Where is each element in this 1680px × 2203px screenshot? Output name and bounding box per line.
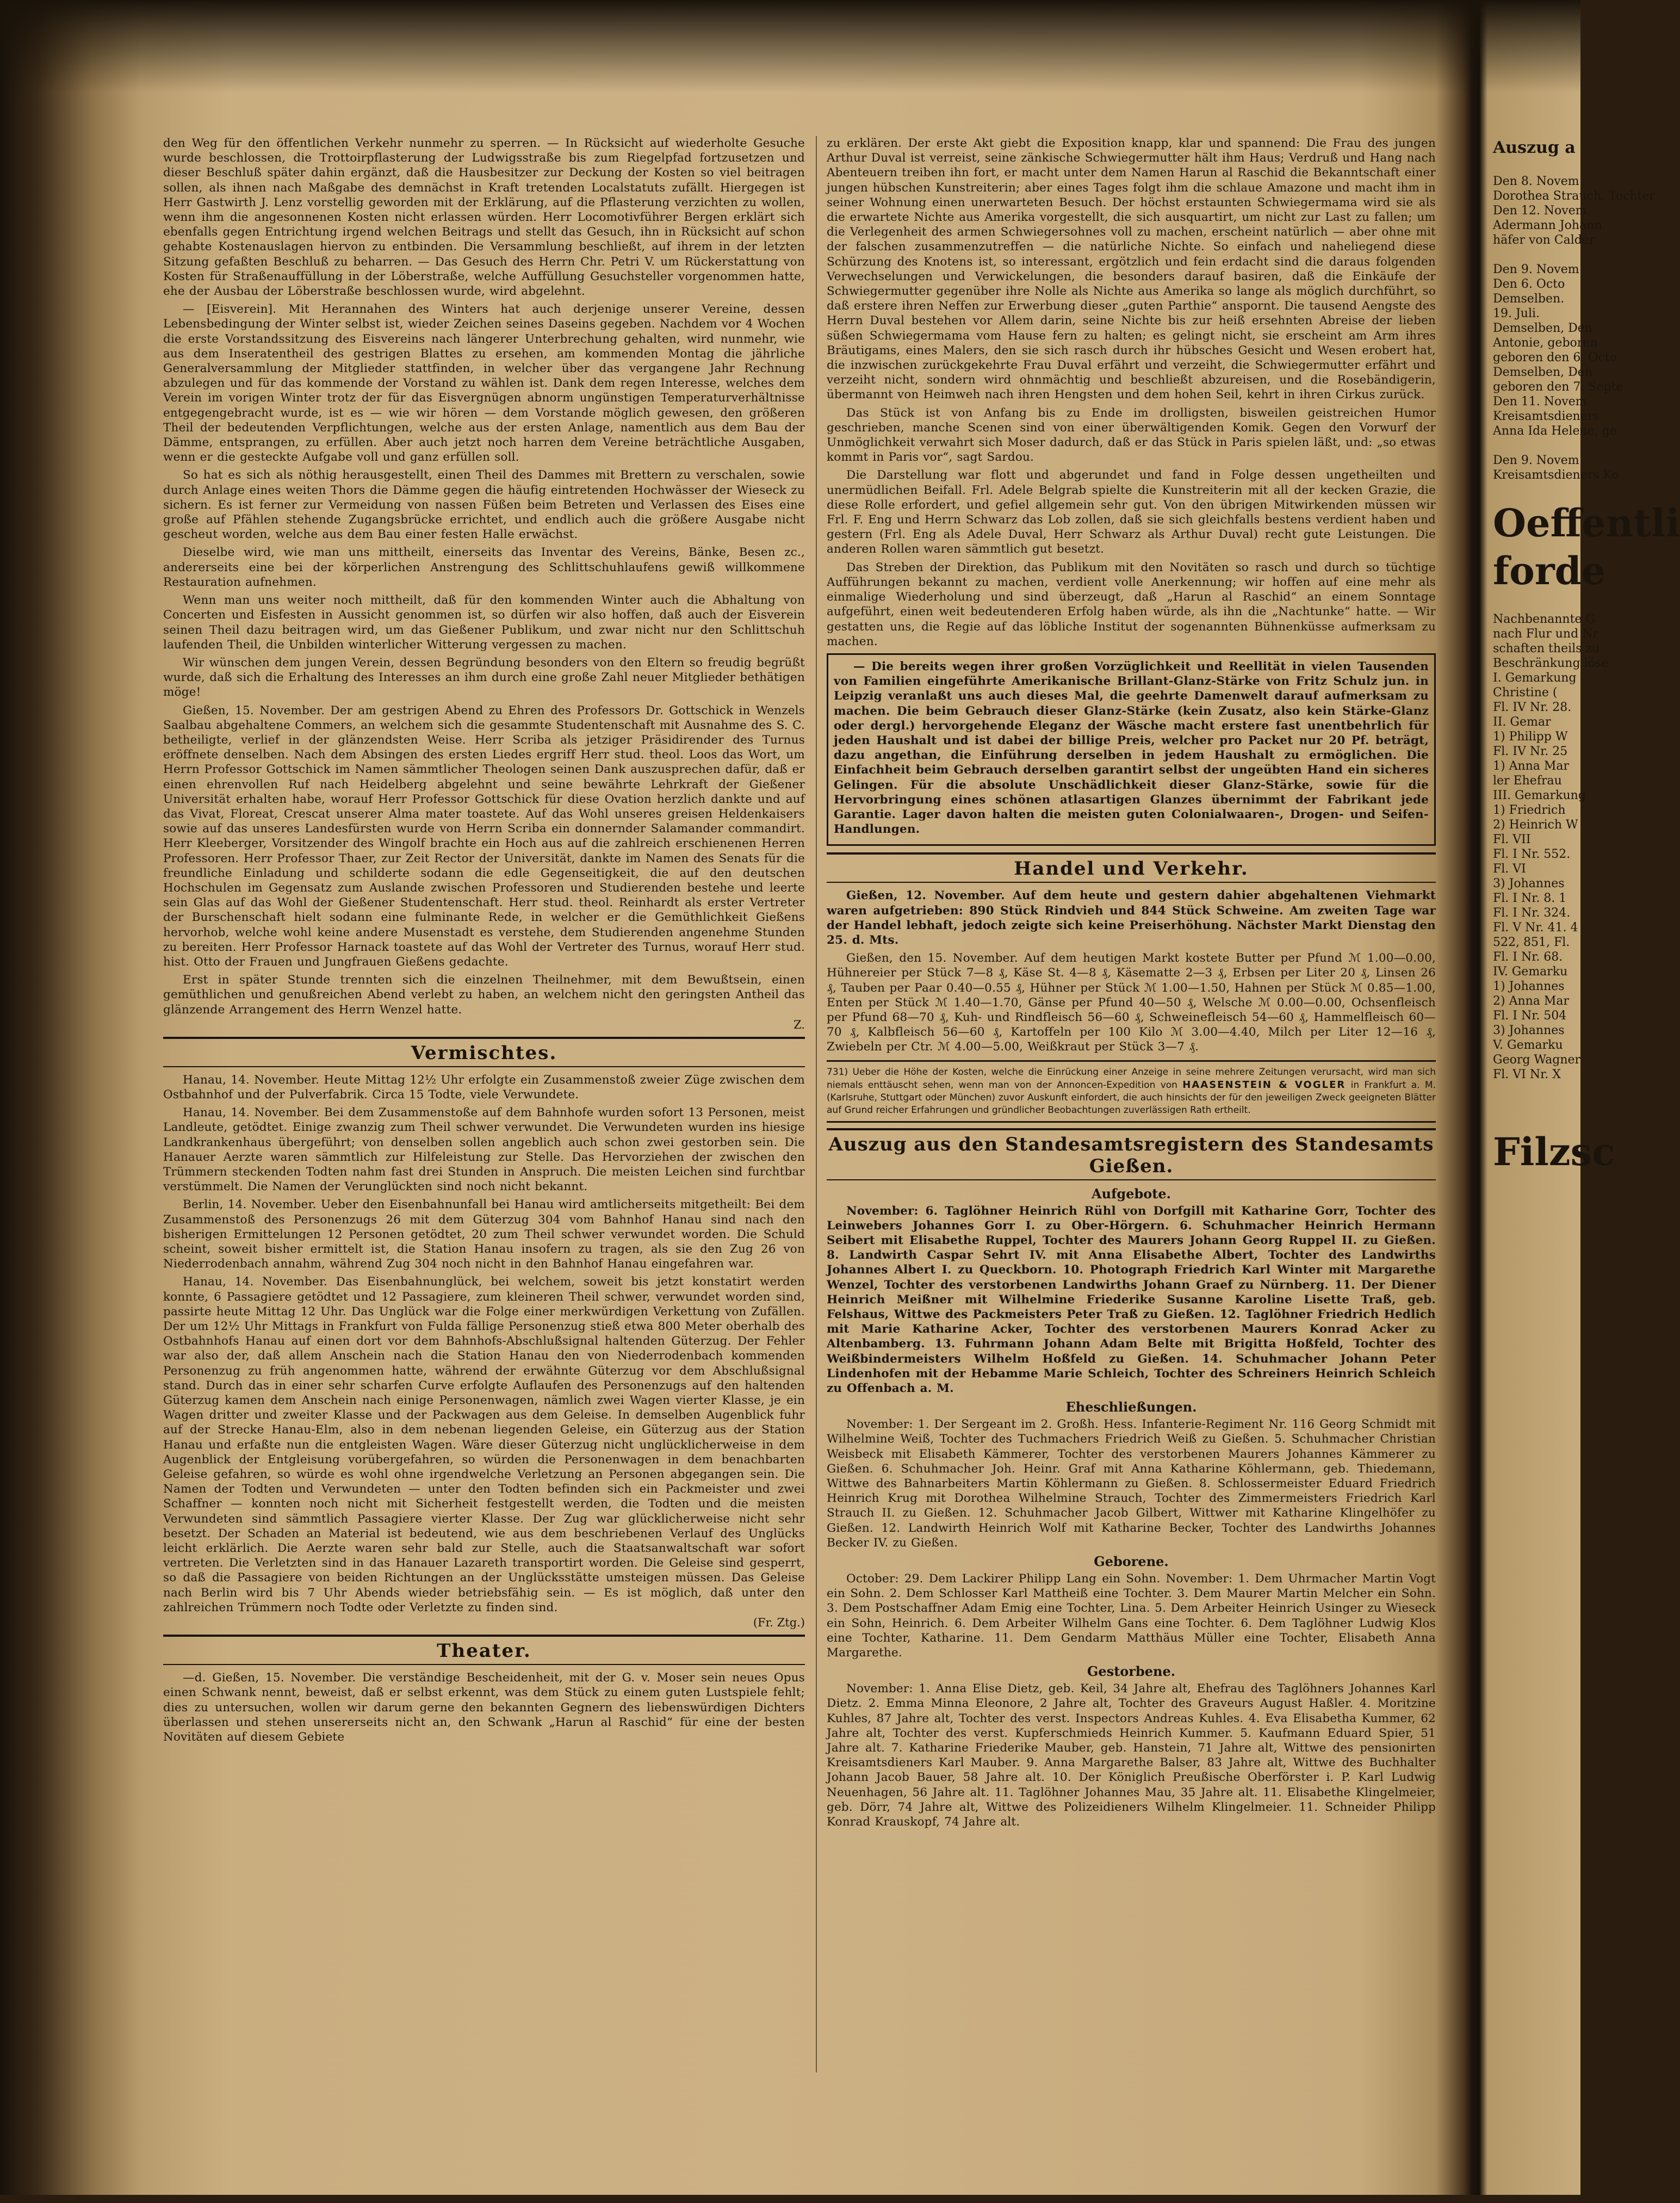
adjacent-line: Adermann Johann xyxy=(1493,219,1602,232)
adjacent-line: Dorothea Strauch, Tochter xyxy=(1493,189,1656,203)
theater-review-p2: Das Stück ist von Anfang bis zu Ende im drolligsten, bisweilen geistreichen Humor geschrieben, manche Scenen sind von einer überwältigenden Komik. Gegen den Vorwurf der Unmöglichkeit verwahrt sich Moser dadurch, daß er das Stück in Paris spielen läßt, und: „so etwas kommt in Paris vor“, sagt Sardou. xyxy=(827,406,1436,465)
adjacent-line xyxy=(1493,1111,1585,1126)
adjacent-line: Fl. I Nr. 504 xyxy=(1493,1009,1567,1023)
adjacent-line: Fl. VII xyxy=(1493,833,1531,846)
subheading-geborene: Geborene. xyxy=(1094,1554,1169,1570)
article-eisverein-intro: — [Eisverein]. Mit Herannahen des Winters hat auch derjenige unserer Vereine, dessen Lebensbedingung der Winter selbst ist, wieder Zeichen seines Daseins gegeben. Nachdem vor 4 Wochen die erste Vorstandssitzung des Eisvereins nach längerer Unterbrechung gehalten, wird nunmehr, wie aus dem Inseratentheil des gestrigen Blattes zu ersehen, am kommenden Montag die jährliche Generalversammlung der Mitglieder stattfinden, in welcher über das vergangene Jahr Rechnung abzulegen und für das kommende der Vorstand zu wählen ist. Dank dem regen Interesse, welches dem Verein im vorigen Winter trotz der für das Eisvergnügen abnorm ungünstigen Temperaturverhältnisse entgegengebracht wurde, ist es — wie wir hören — dem Vorstande möglich gewesen, den größeren Theil der bedeutenden Verpflichtungen, welche aus der ersten Anlage, namentlich aus dem Bau der Dämme, entsprangen, zu erfüllen. Aber auch jetzt noch harren dem Vereine beträchtliche Ausgaben, wenn er die gesteckte Aufgabe voll und ganz erfüllen soll. xyxy=(163,302,805,465)
adjacent-line: Fl. V Nr. 41. 4 xyxy=(1493,921,1578,935)
adjacent-line: Beschränkung löse xyxy=(1493,657,1609,670)
adjacent-line: Demselben, Den xyxy=(1493,321,1592,335)
adjacent-line: schaften theils zu xyxy=(1493,642,1600,655)
article-council-text: den Weg für den öffentlichen Verkehr nunmehr zu sperren. — In Rücksicht auf wiederholte Gesuche wurde beschlossen, die Trottoirpflasterung der Ludwigsstraße bis zum Riegelpfad fortzusetzen und dieser Beschluß später dahin ergänzt, daß die Hausbesitzer zur Deckung der Kosten so viel beitragen sollen, als ihnen nach Maßgabe des demnächst in Kraft tretenden Localstatuts zufällt. Hiergegen ist Herr Gastwirth J. Lenz vorstellig geworden mit der Erklärung, auf die Pflasterung verzichten zu wollen, wenn ihm die angesonnenen Kosten nicht erlassen würden. Herr Locomotivführer Bergen erklärt sich ebenfalls gegen Entrichtung irgend welchen Beitrags und stellt das Gesuch, ihn in Rücksicht auf schon gehabte Kostenauslagen hiervon zu entbinden. Die Versammlung beschließt, auf ihrem in der letzten Sitzung gefaßten Beschluß zu beharren. — Das Gesuch des Herrn Chr. Petri V. um Rückerstattung von Kosten für Straßenauffüllung in der Löberstraße, welche Auffüllung Gesuchsteller vorgenommen hatte, ehe der Ausbau der Löberstraße beschlossen wurde, wird abgelehnt. xyxy=(163,137,805,299)
theater-review-p4: Das Streben der Direktion, das Publikum mit den Novitäten so rasch und durch so tüchtige Aufführungen bekannt zu machen, verdient volle Anerkennung; wir hoffen auf eine mehr als einmalige Wiederholung und sind überzeugt, daß „Harun al Raschid“ an einem Sonntage aufgeführt, einen weit bedeutenderen Erfolg haben würde, als ihn die „Nachtunke“ hatte. — Wir gestatten uns, die Regie auf das löbliche Institut der sogenannten Bühnenküsse aufmerksam zu machen. xyxy=(827,560,1436,648)
adjacent-line: forde xyxy=(1493,548,1606,593)
adjacent-line: Anna Ida Helene, ge xyxy=(1493,424,1617,438)
section-heading-theater: Theater. xyxy=(163,1635,805,1665)
adjacent-line: II. Gemar xyxy=(1493,715,1551,729)
register-aufgebote: November: 6. Taglöhner Heinrich Rühl von Dorfgill mit Katharine Gorr, Tochter des Leinwebers Johannes Gorr I. zu Ober-Hörgern. 6. Schuhmacher Heinrich Hermann Seibert mit Elisabethe Ruppel, Tochter des Maurers Johann Georg Ruppel II. zu Gießen. 8. Landwirth Caspar Sehrt IV. mit Anna Elisabethe Albert, Tochter des Landwirths Johannes Albert I. zu Queckborn. 10. Photograph Friedrich Karl Winter mit Margarethe Wenzel, Tochter des verstorbenen Landwirths Johann Graef zu Nürnberg. 11. Der Diener Heinrich Meißner mit Wilhelmine Friederike Susanne Karoline Lisette Traß, geb. Felshaus, Wittwe des Packmeisters Peter Traß zu Gießen. 12. Taglöhner Friedrich Hedlich mit Marie Katharine Acker, Tochter des verstorbenen Maurers Konrad Acker zu Altenbamberg. 13. Fuhrmann Johann Adam Belte mit Brigitta Hoßfeld, Tochter des Weißbindermeisters Wilhelm Hoßfeld zu Gießen. 14. Schuhmacher Johann Peter Lindenhofen mit der Hebamme Marie Schleich, Tochter des Schreiners Heinrich Schleich zu Offenbach a. M. xyxy=(827,1204,1436,1396)
adjacent-line: Georg Wagner xyxy=(1493,1053,1581,1067)
adjacent-line: Demselben. xyxy=(1493,292,1565,306)
section-heading-handel: Handel und Verkehr. xyxy=(827,852,1436,883)
adjacent-line: 2) Heinrich W xyxy=(1493,818,1578,832)
section-heading-standesamt: Auszug aus den Standesamtsregistern des Standesamts Gießen. xyxy=(827,1128,1436,1180)
adjacent-line: Oeffentli xyxy=(1493,500,1680,546)
adjacent-line: häfer von Calder xyxy=(1493,233,1595,247)
notice-number: 731) xyxy=(827,1066,848,1078)
article-commers: Gießen, 15. November. Der am gestrigen Abend zu Ehren des Professors Dr. Gottschick in Wenzels Saalbau abgehaltene Commers, an welchem sich die gesammte Studentenschaft mit Ausnahme des S. C. betheiligte, verlief in der glänzendsten Weise. Herr Scriba als jetziger Präsidirender des Turnus eröffnete denselben. Nach dem Absingen des ersten Liedes ergriff Herr stud. theol. Loos das Wort, um Herrn Professor Gottschick im Namen sämmtlicher Theologen seinen Dank auszusprechen dafür, daß er einen ehrenvollen Ruf nach Heidelberg abgelehnt und seine bewährte Lehrkraft der Gießener Universität erhalten habe, worauf Herr Professor Gottschick für diese Ovation herzlich dankte und auf das Vivat, Floreat, Crescat unserer Alma mater toastete. Auf das Wohl unseres greisen Heldenkaisers sowie auf das unseres Landesfürsten wurde von Herrn Scriba ein donnernder Salamander commandirt. Herr Kleeberger, Vorsitzender des Wingolf brachte ein Hoch aus auf die zahlreich erschienenen Herren Professoren. Herr Professor Thaer, zur Zeit Rector der Universität, dankte im Namen des Senats für die freundliche Einladung und schilderte sodann die edle Gegenseitigkeit, die auf den deutschen Hochschulen im Gegensatz zum Auslande zwischen Professoren und Studierenden bestehe und leerte sein Glas auf das Wohl der Gießener Studentenschaft. Herr stud. theol. Reinhardt als erster Vertreter der Burschenschaft hielt sodann eine fulminante Rede, in welcher er die Gemüthlichkeit Gießens hervorhob, welche wohl keine andere Musenstadt es verstehe, dem Studierenden angenehme Stunden zu bereiten. Herr Professor Harnack toastete auf das Wohl der Vertreter des Turnus, worauf Herr stud. hist. Otto der Frauen und Jungfrauen Gießens gedachte. xyxy=(163,703,805,969)
adjacent-line: 3) Johannes xyxy=(1493,1024,1565,1037)
adjacent-line: Fl. I Nr. 68. xyxy=(1493,950,1563,964)
adjacent-line: Nachbenannte G xyxy=(1493,612,1596,626)
adjacent-line xyxy=(1493,247,1585,262)
adjacent-line: V. Gemarku xyxy=(1493,1038,1563,1052)
theater-review-cont: zu erklären. Der erste Akt giebt die Exposition knapp, klar und spannend: Die Frau des jungen Arthur Duval ist verreist, seine zänkische Schwiegermutter hält ihm Haus; Verdruß und Hang nach Abenteuern treiben ihn fort, er macht unter dem Namen Harun al Raschid die Bekanntschaft einer jungen hübschen Kunstreiterin; aber eines Tages folgt ihm die schlaue Amazone und macht ihm in seiner Wohnung einen unerwarteten Besuch. Der höchst erstaunten Schwiegermama wird sie als die erwartete Nichte aus Amerika vorgestellt, die sich ausquartirt, um nicht zur Last zu fallen; um die Verlegenheit des armen Schwiegersohnes voll zu machen, erscheint natürlich — aber ohne mit der falschen zusammenzutreffen — die natürliche Nichte. So einfach und naheliegend diese Schürzung des Knotens ist, so interessant, ergötzlich und fein erdacht sind die daraus folgenden Verwechselungen und Verwickelungen, die besonders darauf basiren, daß die Einkäufe der Schwiegermutter gegenüber ihre Nolle als Nichte aus Amerika so lange als möglich durchführt, so daß erstere ihren Neffen zur Erwerbung dieser „guten Parthie“ anspornt. Die tausend Aengste des Herrn Duval bestehen vor Allem darin, seine Nichte bis zur heiß ersehnten Abreise der lieben süßen Schwiegermama vom Hause fern zu halten; es gelingt nicht, sie erscheint am Arm ihres Bräutigams, eines Malers, den sie sich rasch durch ihr hübsches Gesicht und Wesen erobert hat, die inzwischen zurückgekehrte Frau Duval erfährt und verzeiht, die Schwiegermutter erfährt und verzeiht nicht, sondern wird ohnmächtig und beschließt abzureisen, und die Rosebändigerin, übermannt von Heimweh nach ihren Hengsten und dem hohen Seil, kehrt in ihren Cirkus zurück. xyxy=(827,137,1436,402)
adjacent-line: Fl. VI Nr. X xyxy=(1493,1068,1561,1081)
adjacent-line: 522, 851, Fl. xyxy=(1493,936,1570,949)
theater-review-p3: Die Darstellung war flott und abgerundet und fand in Folge dessen ungetheilten und unermüdlichen Beifall. Frl. Adele Belgrab spielte die Kunstreiterin mit all der kecken Grazie, die diese Rolle erfordert, und gefiel allgemein sehr gut. Von den übrigen Mitwirkenden müssen wir Frl. F. Eng und Herrn Schwarz das Lob zollen, daß sie sich gleichfalls bestens verdient haben und gestern (Frl. Eng als Adele Duval, Herr Schwarz als Arthur Duval) recht gute Leistungen. Die anderen Rollen waren sämmtlich gut besetzt. xyxy=(827,468,1436,556)
adjacent-line xyxy=(1493,1097,1585,1111)
article-eisverein-p5: Wenn man uns weiter noch mittheilt, daß für den kommenden Winter auch die Abhaltung von Concerten und Eisfesten in Aussicht genommen ist, so dürfen wir also hoffen, daß auch der Eisverein seinen Theil dazu beitragen wird, um das Gießener Publikum, und zwar nicht nur den Schlittschuh laufenden Theil, die Unbilden winterlicher Witterung vergessen zu machen. xyxy=(163,593,805,652)
adjacent-line: Fl. VI xyxy=(1493,862,1526,876)
subheading-aufgebote: Aufgebote. xyxy=(1092,1185,1171,1202)
adjacent-line: nach Flur und Nr xyxy=(1493,627,1598,641)
adjacent-line: 2) Anna Mar xyxy=(1493,994,1570,1008)
article-eisverein-p3: So hat es sich als nöthig herausgestellt, einen Theil des Dammes mit Brettern zu verschalen, sowie durch Anlage eines weiten Thors die Dämme gegen die häufig eintretenden Hochwässer der Wieseck zu sichern. Es ist ferner zur Vermeidung von nassen Füßen beim Betreten und Verlassen des Eises eine große auf Pfählen stehende Zugangsbrücke errichtet, und endlich auch die größere Ausgabe nicht gescheut worden, welche aus dem Bau einer festen Halle erwächst. xyxy=(163,468,805,542)
notice-text: Ueber die Höhe der Kosten, welche die Einrückung einer Anzeige in seine mehrere Zeitungen verursacht, wird man sich niemals enttäuscht sehen, wenn man von der Annoncen-Expedition von xyxy=(827,1066,1436,1091)
adjacent-line: geboren den 7. Septe xyxy=(1493,380,1623,394)
adjacent-line: 3) Johannes xyxy=(1493,877,1565,890)
adjacent-line: Den 6. Octo xyxy=(1493,277,1565,291)
article-eisverein-p4: Dieselbe wird, wie man uns mittheilt, einerseits das Inventar des Vereins, Bänke, Besen zc., andererseits eine bei der körperlichen Anstrengung des Schlittschuhlaufens gewiß willkommene Restauration aufnehmen. xyxy=(163,546,805,589)
adjacent-line: 1) Friedrich xyxy=(1493,803,1566,817)
market-report-vieh: Gießen, 12. November. Auf dem heute und gestern dahier abgehaltenen Viehmarkt waren aufgetrieben: 890 Stück Rindvieh und 844 Stück Schweine. Am zweiten Tage war der Handel lebhaft, jedoch zeigte sich keine Preiserhöhung. Nächster Markt Dienstag den 25. d. Mts. xyxy=(827,889,1436,947)
advertisement-glanz-staerke xyxy=(827,653,1436,846)
adjacent-line: Den 12. Novem xyxy=(1493,204,1587,218)
article-signature: Z. xyxy=(793,1018,805,1031)
adjacent-line: 1) Johannes xyxy=(1493,980,1565,993)
theater-review-start: —d. Gießen, 15. November. Die verständige Bescheidenheit, mit der G. v. Moser sein neues Opus einen Schwank nennt, beweist, daß er selbst erkennt, was dem Stück zu einem guten Lustspiele fehlt; dies zu untersuchen, wollen wir darum gerne den bekannten Gegnern des liebenswürdigen Dichters überlassen und stehen unsererseits nicht an, den Schwank „Harun al Raschid“ für eine der besten Novitäten auf diesem Gebiete xyxy=(163,1671,805,1744)
adjacent-line xyxy=(1493,597,1585,612)
news-hanau-2: Hanau, 14. November. Bei dem Zusammenstoße auf dem Bahnhofe wurden sofort 13 Personen, meist Landleute, getödtet. Einige zwanzig zum Theil schwer verwundet. Die Verwundeten wurden ins hiesige Landkrankenhaus übergeführt; von denselben sollen angeblich auch schon zwei gestorben sein. Die Hanauer Aerzte waren sämmtlich zur Hilfeleistung zur Stelle. Das Hervorziehen der zwischen den Trümmern steckenden Todten nahm fast drei Stunden in Anspruch. Die meisten Leichen sind furchtbar verstümmelt. Die Namen der Verunglückten sind noch nicht bekannt. xyxy=(163,1106,805,1194)
adjacent-line: IV. Gemarku xyxy=(1493,965,1568,979)
notice-text-2: in Frankfurt a. M. (Karlsruhe, Stuttgart oder München) zuvor Auskunft einfordert, die auch hinsichts der für den jeweiligen Zweck geeigneten Blätter auf Grund reicher Erfahrungen und gründlicher Beobachtungen zuverlässigen Rath ertheilt. xyxy=(827,1079,1436,1116)
adjacent-line: Fl. I Nr. 552. xyxy=(1493,847,1571,861)
adjacent-line: 1) Anna Mar xyxy=(1493,759,1570,773)
column-rule xyxy=(816,136,817,2072)
left-column xyxy=(163,136,805,1748)
agency-notice xyxy=(827,1060,1436,1123)
register-gestorbene: November: 1. Anna Elise Dietz, geb. Keil, 34 Jahre alt, Ehefrau des Taglöhners Johannes Karl Dietz. 2. Emma Minna Eleonore, 2 Jahre alt, Tochter des Graveurs August Haßler. 4. Moritzine Kuhles, 87 Jahre alt, Tochter des verst. Inspectors Andreas Kuhles. 4. Eva Elisabetha Kummer, 62 Jahre alt, Tochter des verst. Kupferschmieds Heinrich Kummer. 5. Kaufmann Eduard Spier, 51 Jahre alt. 7. Katharine Friederike Mauber, geb. Hanstein, 71 Jahre alt, Wittwe des pensionirten Kreisamtsdieners Karl Mauber. 9. Anna Margarethe Balser, 83 Jahre alt, Wittwe des Buchhalter Johann Jacob Bauer, 58 Jahre alt. 10. Der Königlich Preußische Oberförster i. P. Karl Ludwig Neuenhagen, 56 Jahre alt. 11. Taglöhner Johannes Mau, 35 Jahre alt. 11. Elisabethe Klingelmeier, geb. Dörr, 74 Jahre alt, Wittwe des Polizeidieners Wilhelm Klingelmeier. 11. Schneider Philipp Konrad Krauskopf, 74 Jahre alt. xyxy=(827,1682,1436,1829)
adjacent-line: Auszug a xyxy=(1493,138,1576,157)
adjacent-line xyxy=(1493,159,1585,174)
subheading-gestorbene: Gestorbene. xyxy=(1087,1663,1176,1680)
adjacent-line: Den 8. Novem xyxy=(1493,175,1579,188)
news-hanau-1: Hanau, 14. November. Heute Mittag 12½ Uhr erfolgte ein Zusammenstoß zweier Züge zwischen dem Ostbahnhof und der Pulverfabrik. Circa 15 Todte, viele Verwundete. xyxy=(163,1073,805,1102)
adjacent-line: Antonie, geboren xyxy=(1493,336,1598,350)
adjacent-line: Den 11. Novem xyxy=(1493,395,1587,409)
adjacent-line: I. Gemarkung xyxy=(1493,671,1577,685)
adjacent-line: Fl. I Nr. 324. xyxy=(1493,906,1571,920)
middle-column xyxy=(827,136,1436,1833)
article-eisverein-p6: Wir wünschen dem jungen Verein, dessen Begründung besonders von den Eltern so freudig begrüßt wurde, daß sich die Erhaltung des Interesses an ihm durch eine große Zahl neuer Mitglieder bethätigen möge! xyxy=(163,655,805,700)
adjacent-line xyxy=(1493,1082,1585,1097)
scan-shadow xyxy=(0,0,1580,92)
adjacent-line: Fl. IV Nr. 25 xyxy=(1493,745,1568,758)
adjacent-line xyxy=(1493,482,1585,497)
adjacent-line: Demselben, Den xyxy=(1493,366,1592,379)
adjacent-line: Fl. IV Nr. 28. xyxy=(1493,701,1572,714)
register-geborene: October: 29. Dem Lackirer Philipp Lang ein Sohn. November: 1. Dem Uhrmacher Martin Vogt ein Sohn. 2. Dem Schlosser Karl Mattheiß eine Tochter. 3. Dem Maurer Martin Melcher ein Sohn. 3. Dem Postschaffner Adam Emig eine Tochter, Lina. 5. Dem Arbeiter Heinrich Usinger zu Wieseck ein Sohn, Heinrich. 6. Dem Arbeiter Wilhelm Gans eine Tochter. 6. Dem Taglöhner Ludwig Klos eine Tochter, Katharine. 11. Dem Gendarm Matthäus Müller eine Tochter, Elisabeth Anna Margarethe. xyxy=(827,1572,1436,1660)
adjacent-line: 1) Philipp W xyxy=(1493,730,1568,744)
adjacent-line: III. Gemarkung xyxy=(1493,789,1586,802)
adjacent-line: 19. Juli. xyxy=(1493,307,1540,320)
news-source: (Fr. Ztg.) xyxy=(753,1616,805,1630)
article-commers-end: Erst in später Stunde trennten sich die einzelnen Theilnehmer, mit dem Bewußtsein, einen gemüthlichen und genußreichen Abend verlebt zu haben, an welchem nicht den geringsten Antheil das glänzende Arrangement des Herrn Wenzel hatte. xyxy=(163,973,805,1017)
adjacent-line: Den 9. Novem xyxy=(1493,263,1579,276)
advertisement-text: — Die bereits wegen ihrer großen Vorzüglichkeit und Reellität in vielen Tausenden von Familien eingeführte Amerikanische Brillant-Glanz-Stärke von Fritz Schulz jun. in Leipzig veranlaßt uns auch dieses Mal, die geehrte Damenwelt darauf aufmerksam zu machen. Die beim Gebrauch dieser Glanz-Stärke (kein Zusatz, also kein Stärke-Glanz oder dergl.) hervorgehende Eleganz der Wäsche macht erstere fast unentbehrlich für jeden Haushalt und ist dabei der billige Preis, welcher pro Packet nur 20 Pf. beträgt, dazu angethan, die Einführung derselben in jedem Haushalt zu ermöglichen. Die Einfachheit beim Gebrauch derselben garantirt selbst der ungeübten Hand ein sicheres Gelingen. Für die absolute Unschädlichkeit dieser Glanz-Stärke, sowie für die Hervorbringung eines schönen atlasartigen Glanzes übernimmt der Fabrikant jede Garantie. Lager davon halten die meisten guten Colonialwaaren-, Drogen- und Seifen-Handlungen. xyxy=(834,659,1429,837)
news-hanau-3: Hanau, 14. November. Das Eisenbahnunglück, bei welchem, soweit bis jetzt konstatirt werden konnte, 6 Passagiere getödtet und 12 Passagiere, zum kleineren Theil schwer, verwundet worden sind, passirte heute Mittag 12 Uhr. Das Unglück war die Folge einer merkwürdigen Verkettung von Zufällen. Der um 12½ Uhr Mittags in Frankfurt von Fulda fällige Personenzug stieß etwa 800 Meter oberhalb des Ostbahnhofs Hanau auf einen dort vor dem Bahnhofs-Abschlußsignal haltenden Güterzug. Der Fehler war also der, daß allem Anschein nach die Station Hanau den von Niederrodenbach kommenden Personenzug zu früh angenommen hatte, während der erwähnte Güterzug vor dem Abschlußsignal stand. Durch das in einer sehr scharfen Curve erfolgte Auflaufen des Personenzugs auf den haltenden Güterzug kamen dem Anschein nach einige Personenwagen, nämlich zwei Wagen vierter Klasse, je ein Wagen dritter und zweiter Klasse und der Packwagen aus dem Geleise. In demselben Augenblick fuhr auf der Strecke Hanau-Elm, also in dem nebenan liegenden Geleise, ein Güterzug aus der Station Hanau und erfaßte nun die entgleisten Wagen. Wäre dieser Güterzug nicht unglücklicherweise in dem Augenblick der Entgleisung vorübergefahren, so würden die Personenwagen in dem benachbarten Geleise gefahren, so würde es wohl ohne irgendwelche Verletzung an Personen abgegangen sein. Die Namen der Todten und Verwundeten — unter den Todten befinden sich ein Packmeister und zwei Schaffner — konnten noch nicht mit Sicherheit festgestellt werden, die Todten und die meisten Verwundeten sind sämmtlich Passagiere vierter Klasse. Der Zug war glücklicherweise nicht sehr besetzt. Der Schaden an Material ist bedeutend, wie aus dem beschriebenen Verlauf des Unglücks leicht erklärlich. Die Aerzte waren sehr bald zur Stelle, auch die Staatsanwaltschaft war sofort vertreten. Die Verletzten sind in das Hanauer Lazareth transportirt worden. Die Geleise sind gesperrt, so daß die Passagiere von beiden Richtungen an der Unglücksstätte umsteigen müssen. Das Geleise nach Berlin wird bis 7 Uhr Abends wieder betriebsfähig sein. — Es ist möglich, daß unter den zahlreichen Trümmern noch Todte oder Verletzte zu finden sind. xyxy=(163,1275,805,1614)
adjacent-page-lines xyxy=(1493,138,1680,1174)
adjacent-line: Filzsc xyxy=(1493,1129,1615,1174)
adjacent-page-fragment xyxy=(1493,136,1680,2203)
register-eheschliessungen: November: 1. Der Sergeant im 2. Großh. Hess. Infanterie-Regiment Nr. 116 Georg Schmidt mit Wilhelmine Weiß, Tochter des Tuchmachers Friedrich Weiß zu Gießen. 5. Schuhmacher Christian Weisbeck mit Elisabeth Kämmerer, Tochter des verstorbenen Maurers Johannes Kämmerer zu Gießen. 6. Schuhmacher Joh. Heinr. Graf mit Anna Katharine Köhlermann, geb. Thiedemann, Wittwe des Bahnarbeiters Martin Köhlermann zu Gießen. 8. Schlossermeister Eduard Friedrich Heinrich Krug mit Dorothea Wilhelmine Strauch, Tochter des Zimmermeisters Friedrich Karl Strauch II. zu Gießen. 12. Schuhmacher Jacob Gilbert, Wittwer mit Katharine Klingelhöfer zu Gießen. 12. Landwirth Heinrich Wolf mit Katharine Becker, Tochter des Landwirths Johannes Becker IV. zu Gießen. xyxy=(827,1418,1436,1550)
section-heading-vermischtes: Vermischtes. xyxy=(163,1037,805,1067)
adjacent-line: Fl. I Nr. 8. 1 xyxy=(1493,892,1567,905)
adjacent-line: Christine ( xyxy=(1493,686,1558,700)
news-berlin: Berlin, 14. November. Ueber den Eisenbahnunfall bei Hanau wird amtlicherseits mitgetheilt: Bei dem Zusammenstoß des Personenzugs 26 mit dem Güterzug 304 vom Bahnhof Hanau sind nach den bisherigen Ermittelungen 12 Personen getödtet, 20 zum Theil schwer verwundet worden. Die Schuld scheint, soweit bisher ermittelt ist, die Station Hanau insofern zu tragen, als sie den Zug 26 von Niederrodenbach annahm, während Zug 304 noch nicht in den Bahnhof Hanau eingefahren war. xyxy=(163,1198,805,1271)
adjacent-line: geboren den 6. Octo xyxy=(1493,351,1617,364)
market-report-prices: Gießen, den 15. November. Auf dem heutigen Markt kostete Butter per Pfund ℳ 1.00—0.00, Hühnereier per Stück 7—8 ₰, Käse St. 4—8 ₰, Käsematte 2—3 ₰, Erbsen per Liter 20 ₰, Linsen 26 ₰, Tauben per Paar 0.40—0.55 ₰, Hühner per Stück ℳ 1.00—1.50, Hahnen per Stück ℳ 0.85—1.00, Enten per Stück ℳ 1.40—1.70, Gänse per Pfund 40—50 ₰, Welsche ℳ 0.00—0.00, Ochsenfleisch per Pfund 68—70 ₰, Kuh- und Rindfleisch 56—60 ₰, Schweinefleisch 54—60 ₰, Hammelfleisch 60—70 ₰, Kalbfleisch 56—60 ₰, Kartoffeln per 100 Kilo ℳ 3.00—4.40, Milch per Liter 12—16 ₰, Zwiebeln per Ctr. ℳ 4.00—5.00, Weißkraut per Stück 3—7 ₰. xyxy=(827,951,1436,1054)
adjacent-line: ler Ehefrau xyxy=(1493,774,1562,788)
adjacent-line: Kreisamtsdieners Ko xyxy=(1493,468,1619,482)
subheading-eheschliessungen: Eheschließungen. xyxy=(1065,1399,1197,1415)
notice-firm: HAASENSTEIN & VOGLER xyxy=(1182,1079,1346,1091)
adjacent-line: Kreisamtsdieners xyxy=(1493,410,1600,423)
adjacent-line xyxy=(1493,438,1585,453)
adjacent-line: Den 9. Novem xyxy=(1493,454,1579,467)
